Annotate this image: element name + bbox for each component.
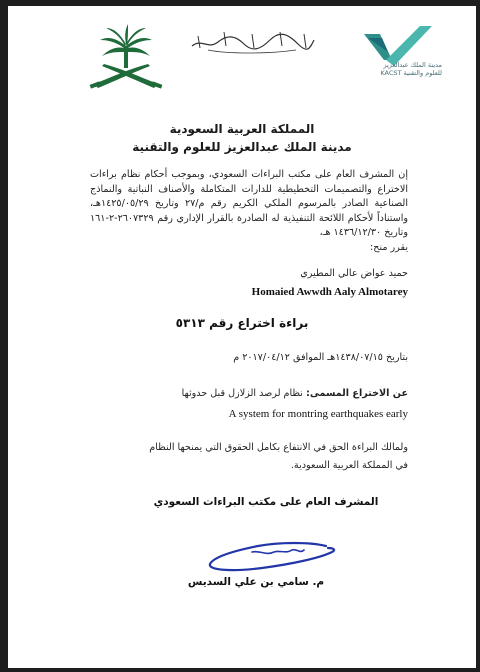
invention-label: عن الاختراع المسمى: [306,388,408,399]
invention-line [182,388,408,399]
basmala-calligraphy-icon [188,28,316,54]
kacst-text-line1: مدينة الملك عبدالعزيز [383,61,442,69]
patent-number-title: براءة اختراع رقم ٥٣١٣ [175,316,309,330]
header-kacst: مدينة الملك عبدالعزيز للعلوم والتقنية [132,140,352,154]
invention-title-en: A system for montring earthquakes early [228,408,408,420]
certificate-page [8,6,476,668]
inventor-name-ar: حميد عواض عالي المطيري [300,268,408,279]
rights-line2: في المملكة العربية السعودية. [290,460,408,471]
signer-name: م. سامي بن علي السديس [187,576,325,588]
intro-paragraph: إن المشرف العام على مكتب البراءات السعودي، وبموجب أحكام نظام براءات الاختراع والتصميمات التخطيطية للدارات المتكاملة والأصناف النباتية والنماذج الصناعية الصادر بالمرسوم الملكي الكريم رقم م/٢٧ وتاريخ ١٤٢٥/٠٥/٢٩هـ، واستناداً لأحكام اللائحة التنفيذية له الصادرة بالقرار الإداري رقم ٢٦٠٧٣٢٩-٢-١٦١ وتاريخ ١٤٣٦/١٢/٣٠ هـ، [90,169,408,239]
date-line: بتاريخ ١٤٣٨/٠٧/١٥هـ الموافق ٢٠١٧/٠٤/١٢ م [233,352,408,363]
kacst-abbr: KACST [380,69,402,77]
kacst-text-line2: للعلوم والتقنية [403,69,442,77]
kacst-logo-text [358,61,442,77]
header-kingdom: المملكة العربية السعودية [169,122,315,136]
rights-line1: ولمالك البراءة الحق في الانتفاع بكامل الحقوق التي يمنحها النظام [149,442,408,453]
signature-icon [200,534,340,574]
signer-title: المشرف العام على مكتب البراءات السعودي [153,496,379,508]
inventor-name-en: Homaied Awwdh Aaly Almotarey [251,286,408,298]
decides-line: يقرر منح: [370,242,408,253]
invention-title-ar: نظام لرصد الزلازل قبل حدوثها [181,388,306,399]
saudi-emblem-icon [86,24,166,94]
